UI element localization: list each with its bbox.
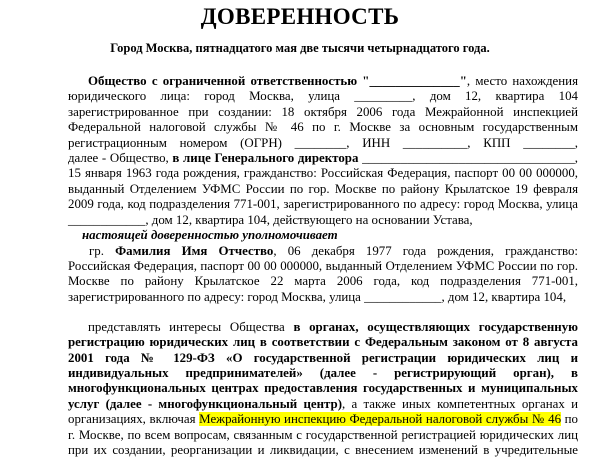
principal-line: зарегистрированное при создании: 18 октября 2006 года Межрайонной инспекцией xyxy=(68,105,578,119)
powers-line: 2001 года № 129-ФЗ «О государственной регистрации юридических лиц и xyxy=(68,351,578,365)
powers-line: услуг (далее - многофункциональный центр), а также иных компетентных органах и xyxy=(68,397,578,411)
powers-line: представлять интересы Общества в органах, осуществляющих государственную xyxy=(88,320,578,334)
attorney-line: гр. Фамилия Имя Отчество, 06 декабря 1977 года рождения, гражданство: xyxy=(89,244,578,258)
principal-line: юридического лица: город Москва, улица _________, дом 12, квартира 104 xyxy=(68,89,578,103)
highlighted-tax-office: Межрайонную инспекцию Федеральной налоговой службы № 46 xyxy=(199,412,562,426)
powers-line: г. Москве, по всем вопросам, связанным с государственной регистрацией юридических лиц xyxy=(68,428,578,442)
principal-line: 15 января 1963 года рождения, гражданство: Российская Федерация, паспорт 00 00 000000, xyxy=(68,166,578,180)
powers-line: организациях, включая Межрайонную инспекцию Федеральной налоговой службы № 46 по xyxy=(68,412,578,426)
attorney-name: Фамилия Имя Отчество xyxy=(115,244,274,258)
powers-line: при их создании, реорганизации и ликвидации, с внесением изменений в учредительные xyxy=(68,443,578,457)
authorizes-heading: настоящей доверенностью уполномочивает xyxy=(82,228,338,242)
company-name: Общество с ограниченной ответственностью "______________" xyxy=(88,74,467,88)
principal-line: Общество с ограниченной ответственностью "______________", место нахождения xyxy=(88,74,578,88)
powers-line: регистрацию юридических лиц в соответствии с Федеральным законом от 8 августа xyxy=(68,335,578,349)
city-date-line: Город Москва, пятнадцатого мая две тысячи четырнадцатого года. xyxy=(110,41,490,55)
powers-line: многофункциональных центрах предоставления государственных и муниципальных xyxy=(68,381,578,395)
principal-line: ____________, дом 12, квартира 104, действующего на основании Устава, xyxy=(68,213,473,227)
director-label: в лице Генерального директора xyxy=(172,151,359,165)
principal-line: 2009 года, код подразделения 771-001, зарегистрированного по адресу: город Москва, улица xyxy=(68,197,578,211)
attorney-line: Российская Федерация, паспорт 00 00 000000, выданный Отделением УФМС России по гор. xyxy=(68,259,578,273)
principal-line: далее - Общество, в лице Генерального директора _________________________________, xyxy=(68,151,578,165)
principal-line: регистрационным номером (ОГРН) ________, ИНН __________, КПП ________, xyxy=(68,136,578,150)
document-title: ДОВЕРЕННОСТЬ xyxy=(200,4,400,29)
attorney-line: Москве по району Крылатское 22 марта 2006 года, код подразделения 771-001, xyxy=(68,274,578,288)
principal-line: Федеральной налоговой службы № 46 по г. Москве за основным государственным xyxy=(68,120,578,134)
powers-line: индивидуальных предпринимателей» (далее - регистрирующий орган), в xyxy=(68,366,578,380)
attorney-line: зарегистрированного по адресу: город Москва, улица ____________, дом 12, квартира 104, xyxy=(68,290,567,304)
principal-line: выданный Отделением УФМС России по гор. Москве по району Крылатское 19 февраля xyxy=(68,182,578,196)
